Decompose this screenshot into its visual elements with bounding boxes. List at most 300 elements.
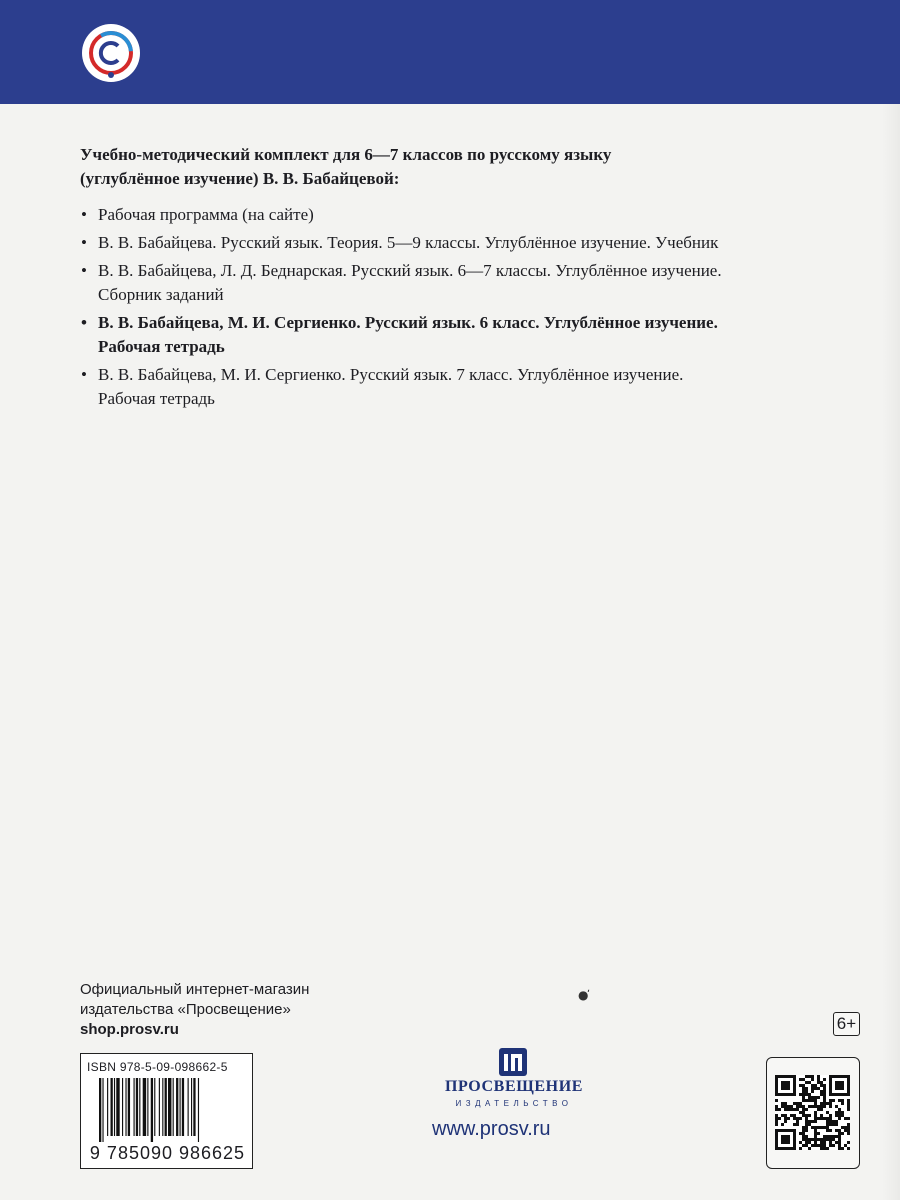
qr-module [823,1078,826,1081]
qr-module [805,1075,808,1078]
qr-module [841,1126,844,1129]
qr-module [823,1135,826,1138]
qr-module [799,1102,802,1105]
qr-module [835,1135,838,1138]
qr-module [814,1105,817,1108]
qr-module [838,1138,841,1141]
qr-module [784,1102,787,1105]
qr-module [805,1126,808,1129]
qr-module [808,1105,811,1108]
barcode-bar [198,1078,199,1142]
kit-heading [80,143,840,191]
list-item [80,231,860,255]
qr-module [790,1114,793,1117]
qr-module [802,1099,805,1102]
barcode-bar [193,1078,195,1136]
qr-module [829,1120,832,1123]
qr-module [847,1123,850,1126]
qr-module [847,1117,850,1120]
isbn-label: ISBN 978-5-09-098662-5 [87,1060,228,1074]
qr-module [826,1135,829,1138]
qr-module [835,1111,838,1114]
barcode-bar [173,1078,174,1136]
qr-module [823,1102,826,1105]
qr-module [847,1132,850,1135]
qr-module [817,1075,820,1078]
qr-module [802,1105,805,1108]
qr-module [847,1105,850,1108]
age-rating-badge: 6+ [833,1012,860,1036]
qr-module [844,1129,847,1132]
qr-module [808,1075,811,1078]
qr-module [829,1129,832,1132]
qr-module [847,1147,850,1150]
qr-module [844,1144,847,1147]
qr-module [781,1102,784,1105]
qr-module [808,1120,811,1123]
barcode-bar [102,1078,103,1142]
qr-module [820,1144,823,1147]
qr-module [814,1084,817,1087]
qr-code-icon[interactable] [775,1065,851,1161]
qr-module [802,1129,805,1132]
qr-module [775,1108,778,1111]
qr-module [835,1120,838,1123]
qr-module [799,1117,802,1120]
qr-module [793,1108,796,1111]
qr-module [802,1132,805,1135]
qr-module [829,1114,832,1117]
qr-module [796,1105,799,1108]
qr-module [820,1084,823,1087]
qr-module [802,1096,805,1099]
qr-module [823,1090,826,1093]
qr-module [796,1102,799,1105]
qr-module [838,1108,841,1111]
barcode-bar [176,1078,178,1136]
qr-module [817,1108,820,1111]
qr-module [787,1117,790,1120]
qr-module [841,1147,844,1150]
qr-module [835,1129,838,1132]
qr-module [832,1135,835,1138]
qr-module [838,1132,841,1135]
qr-module [781,1114,784,1117]
qr-module [778,1108,781,1111]
qr-module [847,1099,850,1102]
barcode-bar [111,1078,113,1136]
qr-module [802,1090,805,1093]
qr-module [814,1087,817,1090]
qr-module [793,1123,796,1126]
qr-module [826,1123,829,1126]
qr-finder-core [835,1081,844,1090]
qr-module [832,1123,835,1126]
list-item-text: Сборник заданий [98,285,224,304]
qr-module [847,1108,850,1111]
page-edge-shadow [882,104,900,1200]
qr-module [844,1126,847,1129]
qr-module [814,1096,817,1099]
qr-module [838,1141,841,1144]
qr-module [823,1147,826,1150]
qr-module [829,1102,832,1105]
qr-module [826,1120,829,1123]
qr-module [805,1144,808,1147]
qr-module [805,1108,808,1111]
barcode-bar [139,1078,140,1136]
qr-module [832,1138,835,1141]
publisher-website-link[interactable]: www.prosv.ru [432,1118,551,1140]
qr-module [832,1099,835,1102]
qr-module [796,1108,799,1111]
qr-module [823,1099,826,1102]
list-item [80,363,860,411]
qr-module [838,1135,841,1138]
qr-module [811,1099,814,1102]
qr-module [814,1114,817,1117]
qr-module [802,1135,805,1138]
qr-module [826,1117,829,1120]
qr-module [805,1117,808,1120]
qr-module [802,1078,805,1081]
qr-module [835,1123,838,1126]
qr-module [814,1135,817,1138]
barcode-bar [180,1078,181,1136]
list-item-text: Рабочая тетрадь [98,337,225,356]
qr-module [775,1120,778,1123]
qr-module [838,1111,841,1114]
barcode-bar [116,1078,119,1136]
list-item [80,203,860,227]
barcode-bar [162,1078,163,1136]
qr-module [805,1087,808,1090]
qr-module [793,1114,796,1117]
qr-module [823,1105,826,1108]
qr-module [784,1114,787,1117]
barcode-bar [125,1078,126,1136]
list-item-text: • Рабочая программа (на сайте) [98,205,314,224]
shop-line: Официальный интернет-магазин [80,981,310,998]
barcode-bar [147,1078,148,1136]
qr-module [805,1141,808,1144]
qr-module [808,1123,811,1126]
isbn-barcode [80,1053,253,1169]
qr-module [799,1147,802,1150]
shop-link[interactable]: shop.prosv.ru [80,1021,179,1038]
qr-module [820,1117,823,1120]
barcode-bar [99,1078,101,1142]
qr-module [820,1141,823,1144]
qr-module [829,1135,832,1138]
qr-module [838,1099,841,1102]
qr-module [781,1123,784,1126]
list-item-text: Рабочая тетрадь [98,389,215,408]
qr-module [811,1144,814,1147]
qr-module [793,1102,796,1105]
qr-module [841,1102,844,1105]
barcode-bar [165,1078,167,1136]
barcode-bar [107,1078,108,1136]
qr-module [808,1138,811,1141]
qr-module [844,1117,847,1120]
qr-module [832,1120,835,1123]
qr-module [787,1105,790,1108]
qr-module [820,1126,823,1129]
qr-module [832,1144,835,1147]
qr-module [808,1096,811,1099]
qr-module [799,1132,802,1135]
qr-module [805,1135,808,1138]
qr-module [829,1123,832,1126]
qr-module [814,1132,817,1135]
qr-module [826,1102,829,1105]
qr-module [808,1147,811,1150]
print-speck: ●̕ [578,988,589,1002]
qr-module [838,1147,841,1150]
qr-module [817,1078,820,1081]
qr-module [838,1117,841,1120]
shop-info [80,980,410,1040]
barcode-bar [188,1078,189,1136]
qr-module [814,1111,817,1114]
qr-module [841,1132,844,1135]
qr-module [835,1114,838,1117]
qr-module [775,1123,778,1126]
qr-module [811,1087,814,1090]
qr-module [814,1144,817,1147]
barcode-bar [168,1078,171,1136]
qr-module [805,1120,808,1123]
qr-module [811,1126,814,1129]
qr-module [808,1114,811,1117]
qr-module [784,1117,787,1120]
barcode-bar [114,1078,115,1136]
qr-module [835,1141,838,1144]
qr-module [799,1078,802,1081]
list-item [80,259,860,307]
barcode-bar [154,1078,155,1136]
qr-module [820,1108,823,1111]
qr-module [829,1138,832,1141]
list-item-text: • В. В. Бабайцева. Русский язык. Теория. 5—9 классы. Углублённое изучение. Учебник [98,233,719,252]
top-color-band [0,0,900,104]
qr-module [811,1105,814,1108]
qr-module [802,1138,805,1141]
qr-module [841,1114,844,1117]
qr-module [814,1126,817,1129]
qr-module [808,1081,811,1084]
qr-module [817,1132,820,1135]
barcode-bar [136,1078,138,1136]
qr-module [829,1117,832,1120]
qr-module [811,1096,814,1099]
qr-module [805,1138,808,1141]
qr-module [829,1099,832,1102]
qr-module [847,1141,850,1144]
qr-module [802,1108,805,1111]
qr-module [829,1144,832,1147]
qr-module [826,1126,829,1129]
kit-heading-line: (углублённое изучение) В. В. Бабайцевой: [80,169,400,188]
qr-module [847,1129,850,1132]
qr-module [808,1141,811,1144]
barcode-bar [151,1078,153,1142]
qr-module [814,1120,817,1123]
qr-module [847,1102,850,1105]
qr-module [826,1129,829,1132]
qr-module [838,1129,841,1132]
qr-module [829,1141,832,1144]
qr-module [814,1141,817,1144]
qr-module [802,1084,805,1087]
qr-module [817,1105,820,1108]
qr-module [790,1108,793,1111]
qr-module [841,1099,844,1102]
qr-module [820,1147,823,1150]
kit-heading-line: Учебно-методический комплект для 6—7 классов по русскому языку [80,145,612,164]
qr-module [820,1090,823,1093]
qr-module [808,1099,811,1102]
qr-module [775,1105,778,1108]
qr-module [805,1090,808,1093]
qr-module [799,1084,802,1087]
qr-module [796,1120,799,1123]
qr-module [793,1117,796,1120]
qr-module [790,1105,793,1108]
qr-module [802,1111,805,1114]
qr-module [823,1141,826,1144]
qr-module [796,1117,799,1120]
qr-module [814,1117,817,1120]
list-item-text: • В. В. Бабайцева, М. И. Сергиенко. Русский язык. 7 класс. Углублённое изучение. [98,365,684,384]
qr-module [811,1090,814,1093]
qr-module [823,1084,826,1087]
prosv-mark-icon [498,1047,528,1077]
qr-module [820,1114,823,1117]
qr-module [817,1144,820,1147]
qr-module [775,1117,778,1120]
qr-module [817,1087,820,1090]
qr-module [817,1096,820,1099]
qr-module [823,1096,826,1099]
qr-module [817,1138,820,1141]
qr-module [805,1093,808,1096]
qr-module [808,1093,811,1096]
qr-module [799,1111,802,1114]
qr-module [814,1102,817,1105]
qr-module [799,1141,802,1144]
qr-module [802,1087,805,1090]
publisher-subtitle: ИЗДАТЕЛЬСТВО [455,1099,573,1108]
qr-module [805,1081,808,1084]
qr-module [820,1093,823,1096]
qr-module [787,1108,790,1111]
qr-module [826,1138,829,1141]
qr-module [775,1099,778,1102]
qr-module [778,1117,781,1120]
qr-module [796,1123,799,1126]
qr-finder-core [781,1135,790,1144]
barcode-bar [191,1078,192,1136]
qr-module [847,1126,850,1129]
publisher-emblem-icon [80,22,142,84]
qr-module [829,1105,832,1108]
qr-module [784,1120,787,1123]
barcode-bar [134,1078,135,1136]
list-item-current-book [80,311,860,359]
qr-module [823,1144,826,1147]
qr-module [799,1105,802,1108]
qr-module [823,1126,826,1129]
qr-module [811,1078,814,1081]
qr-finder-core [781,1081,790,1090]
qr-module [826,1111,829,1114]
qr-module [802,1093,805,1096]
qr-module [841,1111,844,1114]
list-item-text: • В. В. Бабайцева, М. И. Сергиенко. Русский язык. 6 класс. Углублённое изучение. [98,313,718,332]
barcode-bars-icon [99,1078,239,1142]
qr-code-frame [766,1057,860,1169]
qr-module [805,1114,808,1117]
qr-module [817,1126,820,1129]
qr-module [823,1138,826,1141]
qr-module [799,1093,802,1096]
qr-module [814,1138,817,1141]
qr-module [805,1129,808,1132]
qr-module [802,1114,805,1117]
qr-module [802,1126,805,1129]
barcode-bar [122,1078,123,1136]
qr-module [823,1087,826,1090]
qr-module [823,1117,826,1120]
qr-module [811,1138,814,1141]
qr-module [784,1105,787,1108]
qr-module [811,1084,814,1087]
qr-module [820,1105,823,1108]
qr-module [775,1114,778,1117]
qr-module [838,1114,841,1117]
qr-module [823,1093,826,1096]
qr-module [814,1129,817,1132]
ean-digits: 9 785090 986625 [89,1143,246,1163]
qr-module [784,1108,787,1111]
qr-module [811,1120,814,1123]
qr-module [838,1144,841,1147]
qr-module [817,1081,820,1084]
barcode-bar [182,1078,184,1136]
shop-line: издательства «Просвещение» [80,1001,291,1018]
publisher-logo [434,1047,594,1117]
barcode-bar [143,1078,146,1136]
kit-list [80,203,860,415]
qr-module [826,1147,829,1150]
qr-module [805,1123,808,1126]
publisher-name: ПРОСВЕЩЕНИЕ [444,1078,584,1095]
qr-module [802,1144,805,1147]
list-item-text: • В. В. Бабайцева, Л. Д. Беднарская. Русский язык. 6—7 классы. Углублённое изучение. [98,261,722,280]
qr-module [835,1105,838,1108]
qr-module [814,1099,817,1102]
qr-module [820,1102,823,1105]
barcode-bar [128,1078,130,1136]
qr-module [817,1117,820,1120]
qr-module [811,1075,814,1078]
qr-module [805,1099,808,1102]
barcode-bar [159,1078,160,1136]
qr-module [820,1138,823,1141]
qr-module [820,1081,823,1084]
